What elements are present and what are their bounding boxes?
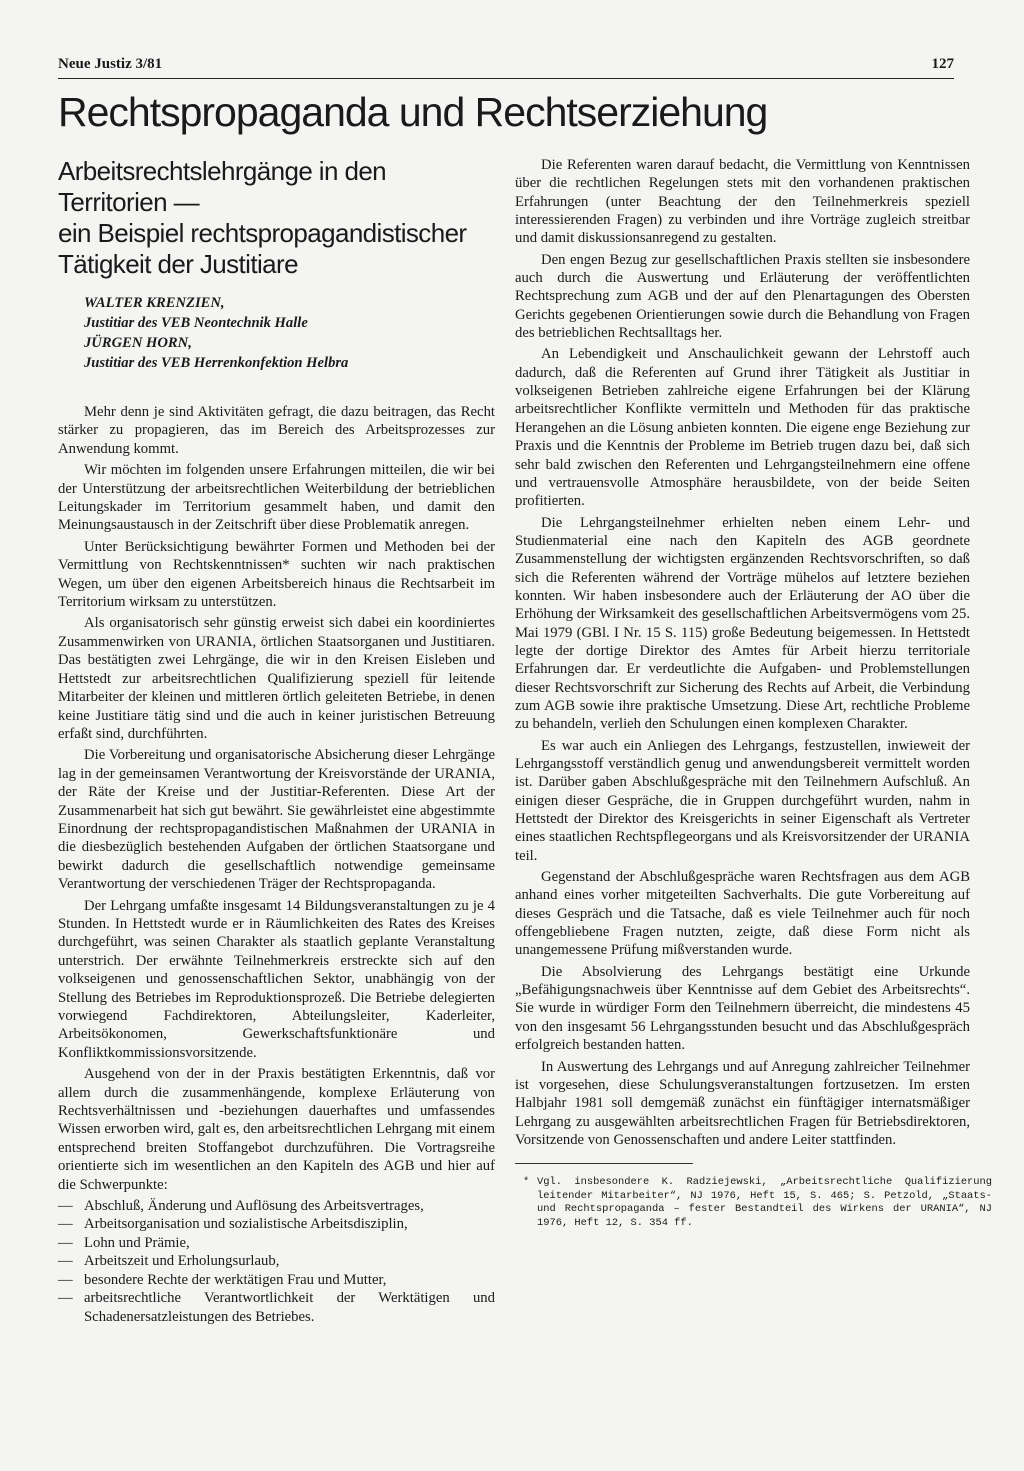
dash-bullet: —	[58, 1198, 73, 1215]
author-name: JÜRGEN HORN,	[84, 335, 192, 351]
body-paragraph: In Auswertung des Lehrgangs und auf Anregung zahlreicher Teilnehmer ist vorgesehen, diese Schulungsveranstaltungen fortzusetzen. Im ersten Halbjahr 1981 soll demgemäß zunächst ein fünftägiger internatsmäßiger Lehrgang zu ausgewählten arbeitsrechtlichen Fragen für Betriebsdirektoren, Vorsitzende von Genossenschaften und andere Leiter stattfinden.	[515, 1058, 970, 1148]
dash-bullet: —	[58, 1290, 73, 1307]
right-column	[515, 156, 992, 1230]
author-block	[84, 293, 495, 373]
body-paragraph: Der Lehrgang umfaßte insgesamt 14 Bildungsveranstaltungen zu je 4 Stunden. In Hettstedt wurde er in Räumlichkeiten des Rates des Kreises durchgeführt, was seinen Charakter als staatlich geplante Veranstaltung unterstrich. Der erwähnte Teilnehmerkreis erstreckte sich auf den volkseigenen und genossenschaftlichen Sektor, unabhängig von der Stellung des Betriebes im Reproduktionsprozeß. Die Betriebe delegierten vorwiegend Fachdirektoren, Abteilungsleiter, Kaderleiter, Arbeitsökonomen, Gewerkschaftsfunktionäre und Konfliktkommissionsvorsitzende.	[58, 897, 495, 1061]
topic-text: Arbeitszeit und Erholungsurlaub,	[84, 1253, 280, 1270]
topic-text: Lohn und Prämie,	[84, 1234, 190, 1251]
article-title-line: Tätigkeit der Justitiare	[58, 249, 298, 279]
article-title	[58, 156, 495, 280]
topic-list-item	[58, 1215, 495, 1233]
article-title-line: ein Beispiel rechtspropagandistischer	[58, 218, 467, 248]
author-name: WALTER KRENZIEN,	[84, 295, 225, 311]
page-number: 127	[931, 56, 954, 72]
body-paragraph: Wir möchten im folgenden unsere Erfahrungen mitteilen, die wir bei der Unterstützung der arbeitsrechtlichen Weiterbildung der betrieblichen Leitungskader im Territorium gesammelt haben, und damit den Meinungsaustausch in der Zeitschrift über diese Problematik anregen.	[58, 462, 495, 534]
topic-list-item	[58, 1252, 495, 1270]
body-paragraph: Als organisatorisch sehr günstig erweist sich dabei ein koordiniertes Zusammenwirken von URANIA, örtlichen Staatsorganen und Justitiaren. Das bestätigten zwei Lehrgänge, die wir in den Kreisen Eisleben und Hettstedt zur arbeitsrechtlichen Qualifizierung speziell für leitende Mitarbeiter der kleinen und mittleren örtlich geleiteten Betriebe, in denen keine Justitiare tätig sind und die auch in keiner juristischen Betreuung erfaßt sind, durchführten.	[58, 615, 495, 742]
footnote-mark: *	[523, 1176, 530, 1189]
topic-list-item	[58, 1271, 495, 1289]
topic-list-item	[58, 1289, 495, 1326]
body-paragraph: Gegenstand der Abschlußgespräche waren Rechtsfragen aus dem AGB anhand eines vorher mitgeteilten Sachverhalts. Die gute Vorbereitung auf dieses Gespräch und die Tatsache, daß es viele Teilnehmer auch für noch offengebliebene Fragen nutzten, zeigte, daß diese Form nicht als unangemessene Prüfung mißverstanden wurde.	[515, 869, 970, 959]
journal-issue: Neue Justiz 3/81	[58, 56, 163, 72]
body-paragraph: Die Vorbereitung und organisatorische Absicherung dieser Lehrgänge lag in der gemeinsamen Verantwortung der Kreisvorstände der URANIA, der Räte der Kreise und der Justitiar-Referenten. Diese Art der Zusammenarbeit hat sich gut bewährt. Sie gewährleistet eine abgestimmte Einordnung der rechtspropagandistischen Maßnahmen der URANIA in die diesbezüglich bestehenden Aufgaben der örtlichen Staatsorgane und bewirkt dadurch die gesellschaftlich notwendige gemeinsame Verantwortung der verschiedenen Träger der Rechtspropaganda.	[58, 747, 495, 893]
body-paragraph: Ausgehend von der in der Praxis bestätigten Erkenntnis, daß vor allem durch die zusammenhängende, komplexe Erläuterung von Rechtsverhältnissen und -beziehungen dauerhaftes und umfassendes Wissen erworben wird, galt es, den arbeitsrechtlichen Lehrgang mit einem entsprechend breiten Stoffangebot durchzuführen. Die Vortragsreihe orientierte sich im wesentlichen an den Kapiteln des AGB und hier auf die Schwerpunkte:	[58, 1066, 495, 1193]
topic-list-item	[58, 1197, 495, 1215]
body-paragraph: Die Referenten waren darauf bedacht, die Vermittlung von Kenntnissen über die rechtlichen Regelungen stets mit den vorhandenen praktischen Erfahrungen (unter Beachtung der den Teilnehmerkreis speziell interessierenden Fragen) zu verbinden und ihre Vorträge zugleich streitbar und damit diskussionsanregend zu gestalten.	[515, 157, 970, 247]
dash-bullet: —	[58, 1253, 73, 1270]
body-paragraph: Die Lehrgangsteilnehmer erhielten neben einem Lehr- und Studienmaterial eine nach den Kapiteln des AGB geordnete Zusammenstellung der wichtigsten ergänzenden Rechtsvorschriften, so daß sich die Referenten während der Vorträge mühelos auf letztere beziehen konnten. Wir haben insbesondere auch der Erläuterung der AO über die Erhöhung der Wirksamkeit des gesellschaftlichen Arbeitsvermögens vom 25. Mai 1979 (GBl. I Nr. 15 S. 115) große Bedeutung beigemessen. In Hettstedt legte der dortige Direktor des Amtes für Arbeit hierzu territoriale Erfahrungen dar. Er verdeutlichte die Aufgaben- und Problemstellungen dieser Rechtsvorschrift zur Sicherung des Rechts auf Arbeit, die Verbindung zum AGB sowie ihre praktische Umsetzung. Diese Art, rechtliche Probleme zu behandeln, verlieh den Schulungen einen komplexen Charakter.	[515, 514, 970, 733]
topic-text: besondere Rechte der werktätigen Frau und Mutter,	[84, 1271, 387, 1288]
dash-bullet: —	[58, 1271, 73, 1288]
topic-list-item	[58, 1234, 495, 1252]
footnote	[515, 1176, 992, 1230]
body-paragraph: Den engen Bezug zur gesellschaftlichen Praxis stellten sie insbesondere auch durch die Auswertung und Erläuterung der veröffentlichten Rechtsprechung zum AGB und der auf den Plenartagungen des Obersten Gerichts gegebenen Orientierungen sowie durch die Behandlung von Fragen des betrieblichen Rechtsalltags her.	[515, 251, 970, 342]
author-affiliation: Justitiar des VEB Neontechnik Halle	[84, 315, 308, 331]
footnote-rule	[515, 1163, 693, 1172]
body-paragraph: Mehr denn je sind Aktivitäten gefragt, die dazu beitragen, das Recht stärker zu propagieren, das im Bereich des Arbeitsprozesses zur Anwendung kommt.	[58, 404, 495, 457]
topic-list	[58, 1197, 495, 1326]
dash-bullet: —	[58, 1216, 73, 1233]
running-head	[58, 56, 954, 79]
footnote-text: Vgl. insbesondere K. Radziejewski, „Arbeitsrechtliche Qualifizierung leitender Mitarbeiter“, NJ 1976, Heft 15, S. 465; S. Petzold, „Staats- und Rechtspropaganda – fester Bestandteil des Wirkens der URANIA“, NJ 1976, Heft 12, S. 354 ff.	[537, 1176, 992, 1229]
body-paragraph: An Lebendigkeit und Anschaulichkeit gewann der Lehrstoff auch dadurch, daß die Referenten auf Grund ihrer Tätigkeit als Justitiar in volkseigenen Betrieben zahlreiche eigene Erfahrungen bei der Klärung arbeitsrechtlicher Konflikte vermitteln und Methoden für das praktische Herangehen an die Lösung anbieten konnten. Die eigene enge Beziehung zur Praxis und die Kenntnis der Probleme im Betrieb trugen dazu bei, daß sich sehr bald zwischen den Referenten und Lehrgangsteilnehmern eine offene und vertrauensvolle Atmosphäre herausbildete, von der beide Seiten profitierten.	[515, 346, 970, 510]
topic-text: Arbeitsorganisation und sozialistische Arbeitsdisziplin,	[84, 1216, 408, 1233]
author-affiliation: Justitiar des VEB Herrenkonfektion Helbra	[84, 355, 349, 371]
left-column	[58, 156, 495, 1326]
topic-text: Abschluß, Änderung und Auflösung des Arbeitsvertrages,	[84, 1198, 424, 1215]
body-paragraph: Unter Berücksichtigung bewährter Formen und Methoden bei der Vermittlung von Rechtskenntnissen* suchten wir nach praktischen Wegen, um über den eigenen Arbeitsbereich hinaus die Rechtsarbeit im Territorium wirksam zu unterstützen.	[58, 538, 495, 611]
article-title-line: Arbeitsrechtslehrgänge in den Territorien —	[58, 156, 387, 217]
body-paragraph: Es war auch ein Anliegen des Lehrgangs, festzustellen, inwieweit der Lehrgangsstoff verständlich genug und anwendungsbereit vermittelt worden ist. Darüber gaben Abschlußgespräche mit den Teilnehmern Aufschluß. An einigen dieser Gespräche, die in Gruppen durchgeführt wurden, nahm in Hettstedt der Direktor des Kreisgerichts in seiner Eigenschaft als Vertreter eines staatlichen Rechtspflegeorgans und als Kreisvorsitzender der URANIA teil.	[515, 737, 970, 864]
body-paragraph: Die Absolvierung des Lehrgangs bestätigt eine Urkunde „Befähigungsnachweis über Kenntnisse auf dem Gebiet des Arbeitsrechts“. Sie wurde in würdiger Form den Teilnehmern überreicht, die mindestens 45 von den insgesamt 56 Lehrgangsstunden besucht und das Abschlußgespräch erfolgreich bestanden hatten.	[515, 963, 970, 1054]
section-title: Rechtspropaganda und Rechtserziehung	[58, 89, 768, 135]
dash-bullet: —	[58, 1234, 73, 1251]
topic-text: arbeitsrechtliche Verantwortlichkeit der Werktätigen und Schadenersatzleistungen des Betriebes.	[84, 1290, 495, 1325]
